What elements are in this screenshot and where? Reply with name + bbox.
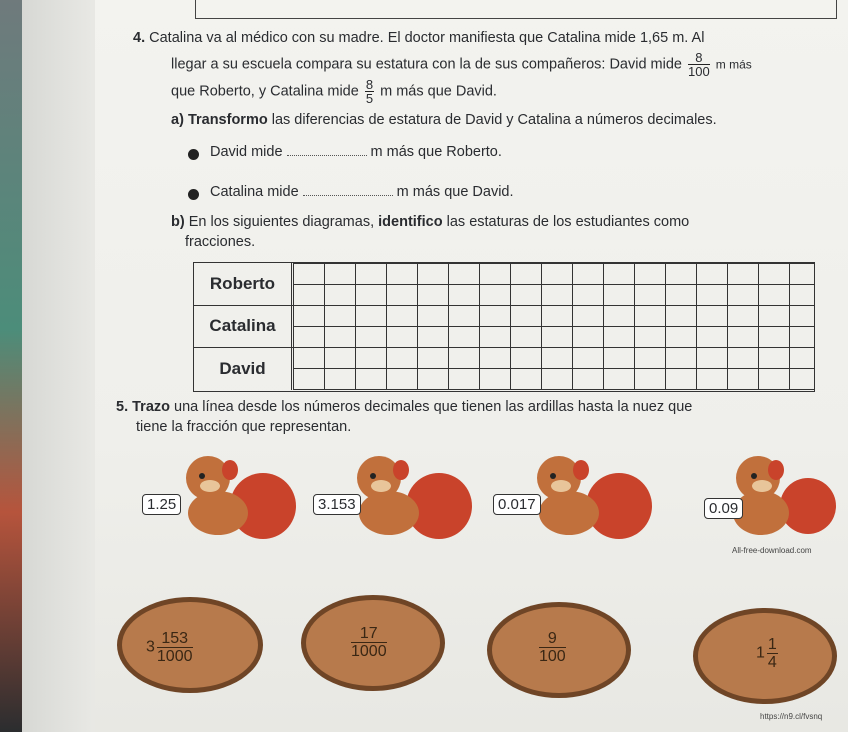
whole-part: 3 [146, 638, 155, 656]
ex5-bold: Trazo [132, 399, 170, 415]
ex5-line1-text: una línea desde los números decimales que tienen las ardillas hasta la nuez que [174, 399, 693, 415]
ex4-bullet2 [210, 184, 514, 200]
url-credit: https://n9.cl/fvsnq [760, 712, 823, 721]
ex4-part-a [171, 112, 717, 128]
bullet-icon [188, 189, 199, 200]
bullet-icon [188, 149, 199, 160]
ex5-line2: tiene la fracción que representan. [136, 419, 352, 435]
ex4-line3 [171, 78, 497, 105]
part-a-label: a) [171, 112, 184, 128]
ex4-line3-tail: m más que David. [380, 83, 497, 100]
fraction-num: 153 [157, 630, 193, 648]
fraction-num: 8 [365, 77, 374, 92]
ex4-line3-text: que Roberto, y Catalina mide [171, 83, 359, 100]
ex4-line2 [171, 51, 752, 78]
grid-cells[interactable] [293, 305, 814, 347]
squirrel-4[interactable] [676, 448, 846, 548]
book-spine-edge [0, 0, 22, 732]
fraction-num: 1 [767, 636, 777, 653]
fraction-den: 100 [688, 64, 710, 79]
bullet1-text: David mide [210, 144, 283, 160]
ex4-line2-text: llegar a su escuela compara su estatura con la de sus compañeros: David mide [171, 56, 682, 73]
squirrel-1[interactable] [138, 448, 308, 548]
source-credit: All-free-download.com [732, 546, 812, 555]
grid-row-catalina [194, 305, 814, 348]
answer-blank-david[interactable] [287, 155, 367, 156]
ex4-bullet1 [210, 144, 502, 160]
answer-blank-catalina[interactable] [303, 195, 393, 196]
fraction-num: 17 [351, 625, 387, 643]
part-b-text2: las estaturas de los estudiantes como [446, 214, 690, 230]
fraction-num: 8 [688, 51, 710, 65]
bullet2-tail: m más que David. [396, 184, 514, 200]
fraction-den: 5 [365, 91, 374, 106]
bullet1-tail: m más que Roberto. [370, 144, 502, 160]
ex4-line1 [133, 30, 704, 46]
nut-value-3 [537, 630, 568, 665]
whole-part: 1 [756, 644, 765, 662]
decimal-label: 0.09 [704, 498, 743, 519]
ex5-line1 [116, 399, 692, 415]
top-box [195, 0, 837, 19]
decimal-label: 1.25 [142, 494, 181, 515]
ex4-line2-tail: m más [715, 57, 752, 72]
grid-cells[interactable] [293, 347, 814, 390]
squirrel-2[interactable] [309, 448, 479, 548]
ex4-number: 4. [133, 30, 146, 46]
ex4-line1-text: Catalina va al médico con su madre. El doctor manifiesta que Catalina mide 1,65 m. Al [149, 30, 705, 46]
nut-fraction [539, 630, 566, 665]
nut-fraction [767, 636, 778, 671]
ex4-part-b [171, 214, 689, 230]
squirrel-icon [676, 448, 846, 548]
part-b-text: En los siguientes diagramas, [188, 214, 375, 230]
grid-row-david [194, 347, 814, 390]
fraction-den: 4 [767, 654, 777, 671]
fraction-8-5 [365, 78, 374, 105]
bullet2-text: Catalina mide [210, 184, 299, 200]
part-b-line2: fracciones. [185, 234, 256, 250]
nut-fraction [351, 625, 387, 660]
fraction-num: 9 [539, 630, 566, 648]
decimal-label: 0.017 [493, 494, 541, 515]
grid-label: David [194, 347, 292, 390]
ex5-number: 5. [116, 399, 129, 415]
part-b-label: b) [171, 214, 185, 230]
nut-value-1 [146, 630, 195, 665]
fraction-8-100 [688, 51, 710, 78]
fraction-den: 1000 [156, 648, 193, 665]
grid-row-roberto [194, 263, 814, 306]
nut-fraction [157, 630, 193, 665]
fraction-diagram-grid [193, 262, 815, 392]
grid-label: Roberto [194, 263, 292, 305]
part-a-bold: Transformo [187, 112, 268, 128]
fraction-den: 1000 [351, 643, 387, 660]
decimal-label: 3.153 [313, 494, 361, 515]
fraction-den: 100 [539, 648, 566, 665]
grid-label: Catalina [194, 305, 292, 347]
grid-cells[interactable] [293, 263, 814, 305]
nut-value-4 [756, 636, 780, 671]
nut-value-2 [349, 625, 389, 660]
squirrel-3[interactable] [489, 448, 659, 548]
part-a-text: las diferencias de estatura de David y Catalina a números decimales. [271, 112, 717, 128]
part-b-bold: identifico [378, 214, 443, 230]
